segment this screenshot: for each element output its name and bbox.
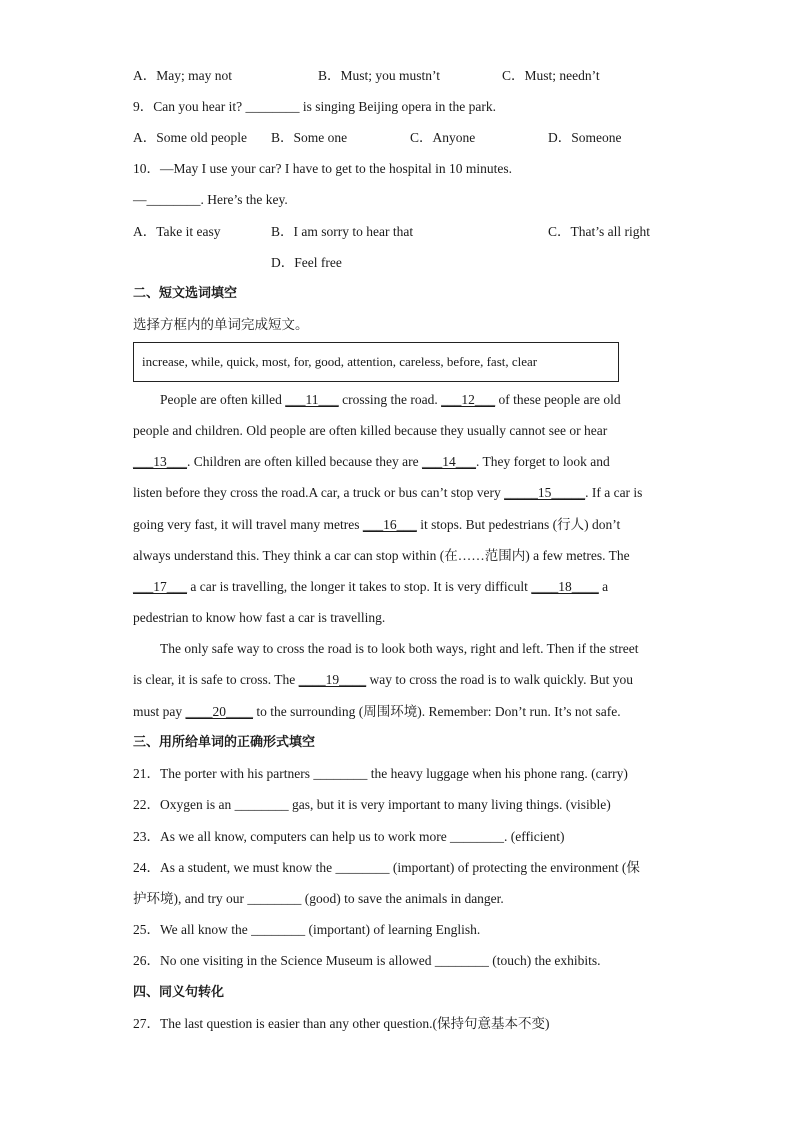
passage-line: listen before they cross the road.A car, a truck or bus can’t stop very _____15_____. If a car is (133, 485, 643, 500)
q9-option-a: A．Some old people (133, 130, 247, 145)
blank-17[interactable]: ___17___ (133, 579, 187, 594)
blank-13[interactable]: ___13___ (133, 454, 187, 469)
q8-option-a: A．May; may not (133, 68, 232, 83)
q10-stem: 10．—May I use your car? I have to get to the hospital in 10 minutes. (133, 161, 513, 176)
question-21: 21．The porter with his partners ________ the heavy luggage when his phone rang. (carry) (133, 766, 628, 781)
passage-line: going very fast, it will travel many metres ___16___ it stops. But pedestrians (行人) don’t (133, 517, 621, 532)
passage-line: ___17___ a car is travelling, the longer it takes to stop. It is very difficult ____18____ a (133, 579, 609, 594)
q9-option-b: B．Some one (271, 130, 348, 145)
blank-19[interactable]: ____19____ (298, 672, 367, 687)
q8-option-b: B．Must; you mustn’t (318, 68, 441, 83)
section3-title: 三、用所给单词的正确形式填空 (133, 735, 316, 750)
question-23: 23．As we all know, computers can help us to work more ________. (efficient) (133, 829, 565, 844)
blank-12[interactable]: ___12___ (441, 392, 496, 407)
question-24-cont: 护环境), and try our ________ (good) to save the animals in danger. (133, 891, 504, 906)
section2-title: 二、短文选词填空 (133, 286, 238, 301)
passage-line: ___13___. Children are often killed because they are ___14___. They forget to look and (133, 454, 610, 469)
q8-option-c: C．Must; needn’t (502, 68, 600, 83)
blank-18[interactable]: ____18____ (531, 579, 599, 594)
blank-16[interactable]: ___16___ (362, 517, 417, 532)
q10-option-d: D．Feel free (271, 255, 342, 270)
section2-instruction: 选择方框内的单词完成短文。 (133, 317, 309, 332)
question-22: 22．Oxygen is an ________ gas, but it is very important to many living things. (visible) (133, 797, 611, 812)
passage-line: must pay ____20____ to the surrounding (周围环境). Remember: Don’t run. It’s not safe. (133, 704, 621, 719)
word-box: increase, while, quick, most, for, good, attention, careless, before, fast, clear (133, 342, 619, 382)
blank-14[interactable]: ___14___ (422, 454, 477, 469)
q9-option-c: C．Anyone (410, 130, 476, 145)
q9-option-d: D．Someone (548, 130, 622, 145)
question-27: 27．The last question is easier than any other question.(保持句意基本不变) (133, 1016, 550, 1031)
passage-line: people and children. Old people are often killed because they usually cannot see or hear (133, 423, 608, 438)
q10-option-b: B．I am sorry to hear that (271, 224, 414, 239)
question-25: 25．We all know the ________ (important) of learning English. (133, 922, 481, 937)
passage-line: pedestrian to know how fast a car is travelling. (133, 610, 386, 625)
q9-stem: 9．Can you hear it? ________ is singing Beijing opera in the park. (133, 99, 496, 114)
blank-20[interactable]: ____20____ (185, 704, 253, 719)
q10-option-c: C．That’s all right (548, 224, 650, 239)
section4-title: 四、同义句转化 (133, 985, 225, 1000)
passage-line: always understand this. They think a car can stop within (在……范围内) a few metres. The (133, 548, 630, 563)
blank-15[interactable]: _____15_____ (504, 485, 586, 500)
passage-line: People are often killed ___11___ crossing the road. ___12___ of these people are old (160, 392, 621, 407)
q10-option-a: A．Take it easy (133, 224, 221, 239)
passage-line: The only safe way to cross the road is to look both ways, right and left. Then if the street (160, 641, 639, 656)
question-26: 26．No one visiting in the Science Museum is allowed ________ (touch) the exhibits. (133, 953, 601, 968)
passage-line: is clear, it is safe to cross. The ____19____ way to cross the road is to walk quickly. But you (133, 672, 634, 687)
blank-11[interactable]: ___11___ (285, 392, 339, 407)
question-24: 24．As a student, we must know the ________ (important) of protecting the environment (保 (133, 860, 640, 875)
q10-stem-reply: —________. Here’s the key. (133, 192, 288, 207)
